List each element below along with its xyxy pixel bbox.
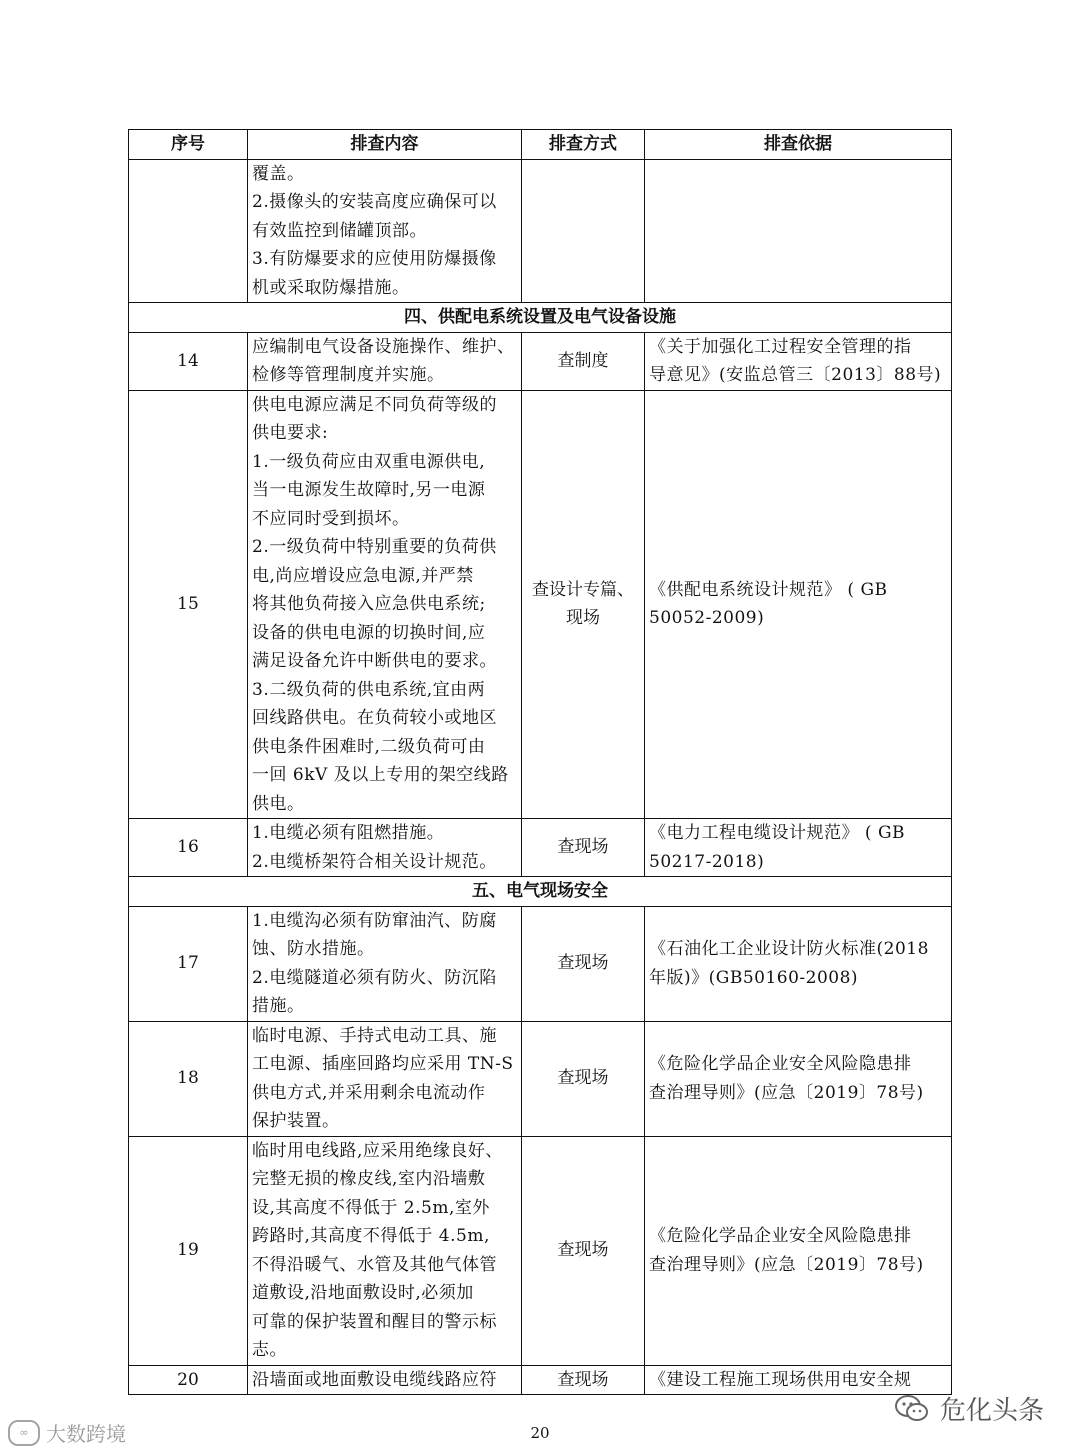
table-row	[129, 1021, 952, 1136]
cell-basis: 《建设工程施工现场供用电安全规	[645, 1365, 952, 1395]
cell-basis	[645, 159, 952, 303]
inspection-table	[128, 129, 952, 1395]
header-basis: 排查依据	[645, 130, 952, 160]
cell-basis: 《电力工程电缆设计规范》 ( GB 50217-2018)	[645, 819, 952, 877]
cell-num: 17	[129, 906, 248, 1021]
cell-content: 1.电缆必须有阻燃措施。 2.电缆桥架符合相关设计规范。	[248, 819, 522, 877]
cell-content: 覆盖。 2.摄像头的安装高度应确保可以 有效监控到储罐顶部。 3.有防爆要求的应使用防爆摄像 机或采取防爆措施。	[248, 159, 522, 303]
cell-basis: 《供配电系统设计规范》 ( GB 50052-2009)	[645, 390, 952, 819]
table-row	[129, 906, 952, 1021]
cell-method: 查现场	[522, 1021, 645, 1136]
cell-basis: 《关于加强化工过程安全管理的指 导意见》(安监总管三〔2013〕88号)	[645, 332, 952, 390]
table-row	[129, 159, 952, 303]
section-heading: 四、供配电系统设置及电气设备设施	[129, 303, 952, 333]
cell-content: 沿墙面或地面敷设电缆线路应符	[248, 1365, 522, 1395]
cell-content: 1.电缆沟必须有防窜油汽、防腐 蚀、防水措施。 2.电缆隧道必须有防火、防沉陷 措施。	[248, 906, 522, 1021]
cell-method: 查现场	[522, 1136, 645, 1365]
table-row	[129, 819, 952, 877]
cell-num: 20	[129, 1365, 248, 1395]
table-row	[129, 1136, 952, 1365]
cell-basis: 《石油化工企业设计防火标准(2018 年版)》(GB50160-2008)	[645, 906, 952, 1021]
brand-logo-icon: ∞	[8, 1420, 40, 1446]
cell-num: 19	[129, 1136, 248, 1365]
page-number: 20	[530, 1424, 550, 1442]
cell-method: 查现场	[522, 819, 645, 877]
table-row	[129, 390, 952, 819]
header-content: 排查内容	[248, 130, 522, 160]
section-heading: 五、电气现场安全	[129, 877, 952, 907]
header-num: 序号	[129, 130, 248, 160]
table-row	[129, 1365, 952, 1395]
cell-num: 18	[129, 1021, 248, 1136]
cell-content: 应编制电气设备设施操作、维护、 检修等管理制度并实施。	[248, 332, 522, 390]
cell-num	[129, 159, 248, 303]
cell-num: 16	[129, 819, 248, 877]
cell-method: 查制度	[522, 332, 645, 390]
header-method: 排查方式	[522, 130, 645, 160]
cell-method: 查现场	[522, 1365, 645, 1395]
section-heading-row	[129, 877, 952, 907]
watermark-right-text: 危化头条	[939, 1396, 1044, 1426]
cell-method: 查设计专篇、 现场	[522, 390, 645, 819]
watermark-left	[8, 1418, 126, 1447]
cell-content: 临时电源、手持式电动工具、施 工电源、插座回路均应采用 TN-S 供电方式,并采用剩余电流动作 保护装置。	[248, 1021, 522, 1136]
cell-basis: 《危险化学品企业安全风险隐患排 查治理导则》(应急〔2019〕78号)	[645, 1136, 952, 1365]
cell-num: 14	[129, 332, 248, 390]
cell-content: 供电电源应满足不同负荷等级的 供电要求: 1.一级负荷应由双重电源供电, 当一电源发生故障时,另一电源 不应同时受到损坏。 2.一级负荷中特别重要的负荷供 电,尚应增设应急电源,并严禁 将其他负荷接入应急供电系统; 设备的供电电源的切换时间,应 满足设备允许中断供电的要求。 3.二级负荷的供电系统,宜由两 回线路供电。在负荷较小或地区 供电条件困难时,二级负荷可由 一回 6kV 及以上专用的架空线路 供电。	[248, 390, 522, 819]
cell-content: 临时用电线路,应采用绝缘良好、 完整无损的橡皮线,室内沿墙敷 设,其高度不得低于 2.5m,室外 跨路时,其高度不得低于 4.5m, 不得沿暖气、水管及其他气体管 道敷设,沿地面敷设时,必须加 可靠的保护装置和醒目的警示标 志。	[248, 1136, 522, 1365]
wechat-icon	[894, 1394, 930, 1424]
cell-method	[522, 159, 645, 303]
cell-method: 查现场	[522, 906, 645, 1021]
table-row	[129, 332, 952, 390]
section-heading-row	[129, 303, 952, 333]
cell-num: 15	[129, 390, 248, 819]
cell-basis: 《危险化学品企业安全风险隐患排 查治理导则》(应急〔2019〕78号)	[645, 1021, 952, 1136]
table-header-row	[129, 130, 952, 160]
watermark-left-text: 大数跨境	[46, 1422, 126, 1446]
watermark-right	[894, 1390, 1044, 1427]
